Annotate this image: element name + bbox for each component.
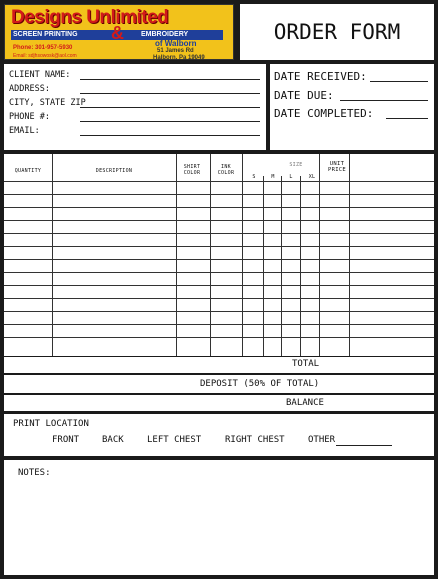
company-logo xyxy=(4,4,234,60)
logo-title: Designs Unlimited xyxy=(11,7,169,28)
address-field[interactable] xyxy=(80,93,260,94)
title-panel xyxy=(240,4,434,60)
col-divider xyxy=(263,176,264,356)
col-divider xyxy=(281,176,282,356)
location-back[interactable]: BACK xyxy=(102,435,124,445)
size-l: L xyxy=(289,174,293,180)
col-divider xyxy=(176,154,177,356)
city-state-zip-label: CITY, STATE ZIP xyxy=(9,98,86,108)
address-label: ADDRESS: xyxy=(9,84,50,94)
city-state-zip-field[interactable] xyxy=(80,107,260,108)
location-front[interactable]: FRONT xyxy=(52,435,80,445)
shirt-color-header: SHIRT COLOR xyxy=(183,164,201,176)
dates-panel xyxy=(270,64,434,150)
deposit-label: DEPOSIT (50% OF TOTAL) xyxy=(200,379,320,389)
notes-panel[interactable] xyxy=(4,460,434,575)
phone-field[interactable] xyxy=(80,121,260,122)
col-divider xyxy=(349,154,350,356)
logo-of-walborn: of Walborn xyxy=(155,39,197,48)
date-received-field[interactable] xyxy=(370,81,428,82)
date-due-field[interactable] xyxy=(340,100,428,101)
size-m: M xyxy=(271,174,275,180)
location-right-chest[interactable]: RIGHT CHEST xyxy=(225,435,285,445)
date-due-label: DATE DUE: xyxy=(274,89,334,102)
col-divider xyxy=(300,176,301,356)
notes-label: NOTES: xyxy=(18,468,51,478)
location-left-chest[interactable]: LEFT CHEST xyxy=(147,435,202,445)
header-divider xyxy=(4,181,434,182)
logo-address-city: Halborn, Pa 19049 xyxy=(153,55,205,60)
col-divider xyxy=(319,154,320,356)
date-received-label: DATE RECEIVED: xyxy=(274,70,367,83)
email-field[interactable] xyxy=(80,135,260,136)
logo-ampersand: & xyxy=(111,23,124,43)
size-xl: XL xyxy=(308,174,316,180)
location-other[interactable]: OTHER xyxy=(308,435,336,445)
logo-email: Email: sdjhsowosk@aol.com xyxy=(13,53,77,59)
row-line xyxy=(4,272,434,273)
date-completed-label: DATE COMPLETED: xyxy=(274,107,374,120)
logo-address-street: 51 James Rd xyxy=(157,48,194,54)
total-label: TOTAL xyxy=(292,359,320,369)
page-title: ORDER FORM xyxy=(273,20,401,44)
date-completed-field[interactable] xyxy=(386,118,428,119)
row-line xyxy=(4,259,434,260)
size-header: SIZE xyxy=(289,162,303,168)
size-s: S xyxy=(252,174,256,180)
unit-price-header: UNIT PRICE xyxy=(327,161,347,173)
print-location-label: PRINT LOCATION xyxy=(13,419,89,429)
client-name-label: CLIENT NAME: xyxy=(9,70,71,80)
col-divider xyxy=(52,154,53,356)
col-divider xyxy=(242,154,243,356)
logo-embroidery: EMBROIDERY xyxy=(141,31,189,38)
ink-color-header: INK COLOR xyxy=(217,164,235,176)
logo-screen-printing: SCREEN PRINTING xyxy=(13,31,78,38)
logo-phone: Phone: 301-957-5930 xyxy=(13,45,73,51)
phone-label: PHONE #: xyxy=(9,112,50,122)
items-table xyxy=(4,154,434,356)
other-location-field[interactable] xyxy=(336,445,392,446)
row-line xyxy=(4,207,434,208)
client-info-panel xyxy=(4,64,266,150)
client-name-field[interactable] xyxy=(80,79,260,80)
row-line xyxy=(4,324,434,325)
row-line xyxy=(4,337,434,338)
email-label: EMAIL: xyxy=(9,126,40,136)
row-line xyxy=(4,194,434,195)
balance-label: BALANCE xyxy=(286,398,324,408)
row-line xyxy=(4,311,434,312)
quantity-header: QUANTITY xyxy=(14,168,42,174)
row-line xyxy=(4,298,434,299)
row-line xyxy=(4,233,434,234)
balance-row xyxy=(4,395,434,411)
row-line xyxy=(4,246,434,247)
row-line xyxy=(4,285,434,286)
total-row xyxy=(4,357,434,373)
print-location-panel xyxy=(4,414,434,456)
col-divider xyxy=(210,154,211,356)
deposit-row xyxy=(4,375,434,393)
row-line xyxy=(4,220,434,221)
description-header: DESCRIPTION xyxy=(95,168,133,174)
